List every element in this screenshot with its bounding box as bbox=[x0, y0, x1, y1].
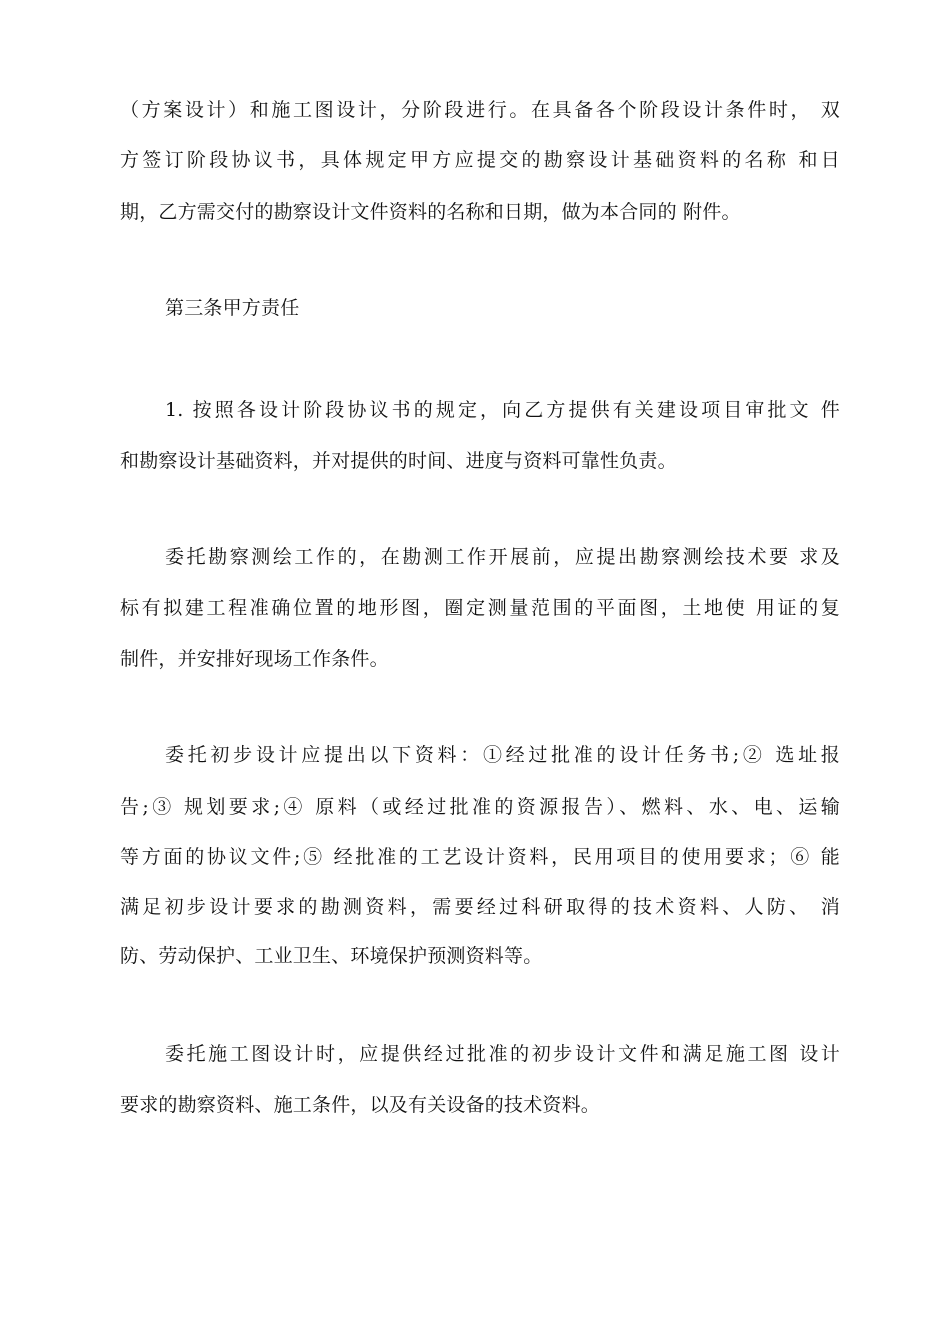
preliminary-paragraph-line-3: 等方面的协议文件;⑤ 经批准的工艺设计资料，民用项目的使用要求；⑥ 能 bbox=[120, 846, 840, 868]
survey-paragraph-line-2: 标有拟建工程准确位置的地形图，圈定测量范围的平面图，土地使 用证的复 bbox=[120, 597, 840, 619]
preliminary-paragraph-line-1: 委托初步设计应提出以下资料：①经过批准的设计任务书;② 选址报 bbox=[165, 744, 840, 766]
preliminary-paragraph-line-2: 告;③ 规划要求;④ 原料（或经过批准的资源报告）、燃料、水、电、运输 bbox=[120, 796, 840, 818]
survey-paragraph-line-3: 制件，并安排好现场工作条件。 bbox=[120, 648, 389, 670]
item-1-line-2: 和勘察设计基础资料，并对提供的时间、进度与资料可靠性负责。 bbox=[120, 450, 677, 472]
preliminary-paragraph-line-5: 防、劳动保护、工业卫生、环境保护预测资料等。 bbox=[120, 945, 543, 967]
preliminary-paragraph-line-4: 满足初步设计要求的勘测资料，需要经过科研取得的技术资料、人防、 消 bbox=[120, 896, 840, 918]
construction-paragraph-line-1: 委托施工图设计时，应提供经过批准的初步设计文件和满足施工图 设计 bbox=[165, 1043, 840, 1065]
item-1-line-1: 1. 按照各设计阶段协议书的规定，向乙方提供有关建设项目审批文 件 bbox=[165, 399, 840, 421]
construction-paragraph-line-2: 要求的勘察资料、施工条件，以及有关设备的技术资料。 bbox=[120, 1094, 601, 1116]
article-3-heading: 第三条甲方责任 bbox=[165, 297, 300, 319]
paragraph-1-line-2: 方签订阶段协议书，具体规定甲方应提交的勘察设计基础资料的名称 和日 bbox=[120, 149, 840, 171]
paragraph-1-line-1: （方案设计）和施工图设计，分阶段进行。在具备各个阶段设计条件时， 双 bbox=[120, 99, 840, 121]
survey-paragraph-line-1: 委托勘察测绘工作的，在勘测工作开展前，应提出勘察测绘技术要 求及 bbox=[165, 546, 840, 568]
paragraph-1-line-3: 期，乙方需交付的勘察设计文件资料的名称和日期，做为本合同的 附件。 bbox=[120, 201, 741, 223]
